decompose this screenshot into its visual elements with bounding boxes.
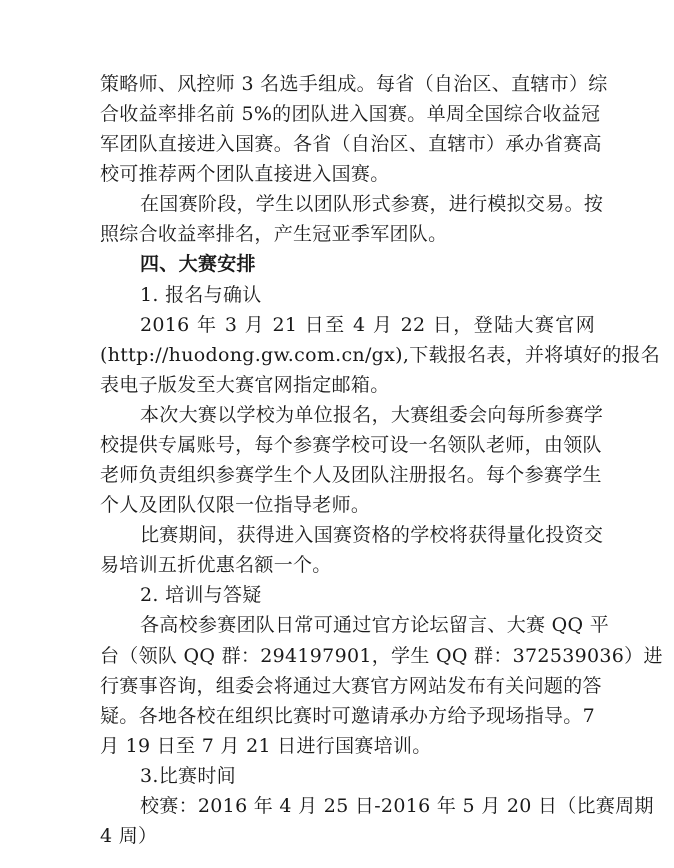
section-heading: 四、大赛安排: [140, 253, 256, 275]
text-line: 2016 年 3 月 21 日至 4 月 22 日，登陆大赛官网: [140, 314, 595, 336]
text-line: 行赛事咨询，组委会将通过大赛官方网站发布有关问题的答: [100, 675, 602, 697]
text-line: 4 周）: [100, 825, 158, 847]
text-line: 疑。各地各校在组织比赛时可邀请承办方给予现场指导。7: [100, 705, 595, 727]
subsection-heading: 1. 报名与确认: [140, 284, 262, 306]
text-line: 台（领队 QQ 群：294197901，学生 QQ 群：372539036）进: [100, 645, 663, 667]
subsection-heading: 3.比赛时间: [140, 765, 236, 787]
text-line: 校赛：2016 年 4 月 25 日-2016 年 5 月 20 日（比赛周期: [140, 795, 654, 817]
text-line: 老师负责组织参赛学生个人及团队注册报名。每个参赛学生: [100, 464, 602, 486]
text-line: 比赛期间，获得进入国赛资格的学校将获得量化投资交: [140, 524, 604, 546]
text-line: 表电子版发至大赛官网指定邮箱。: [100, 374, 390, 396]
text-line: 合收益率排名前 5%的团队进入国赛。单周全国综合收益冠: [100, 103, 601, 125]
text-line: 校可推荐两个团队直接进入国赛。: [100, 163, 390, 185]
text-line: 策略师、风控师 3 名选手组成。每省（自治区、直辖市）综: [100, 73, 608, 95]
text-line: 校提供专属账号，每个参赛学校可设一名领队老师，由领队: [100, 434, 602, 456]
text-line: 军团队直接进入国赛。各省（自治区、直辖市）承办省赛高: [100, 133, 602, 155]
text-line: 本次大赛以学校为单位报名，大赛组委会向每所参赛学: [140, 404, 604, 426]
text-line: 在国赛阶段，学生以团队形式参赛，进行模拟交易。按: [140, 193, 604, 215]
text-line: 各高校参赛团队日常可通过官方论坛留言、大赛 QQ 平: [140, 614, 610, 636]
subsection-heading: 2. 培训与答疑: [140, 584, 262, 606]
text-line: (http://huodong.gw.com.cn/gx),下载报名表，并将填好的报名: [100, 344, 661, 366]
text-line: 易培训五折优惠名额一个。: [100, 554, 332, 576]
text-line: 个人及团队仅限一位指导老师。: [100, 494, 371, 516]
text-line: 月 19 日至 7 月 21 日进行国赛培训。: [100, 735, 432, 757]
text-line: 照综合收益率排名，产生冠亚季军团队。: [100, 223, 448, 245]
